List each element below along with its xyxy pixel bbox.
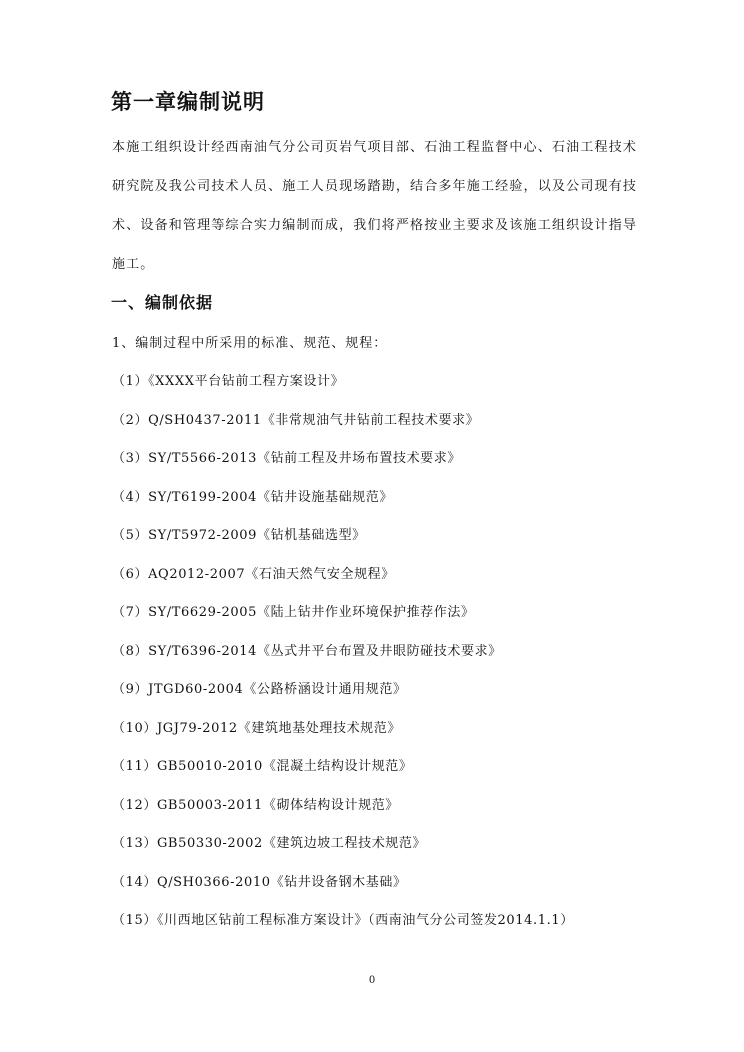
chapter-title: 第一章编制说明 xyxy=(111,89,265,114)
reference-item: （9）JTGD60-2004《公路桥涵设计通用规范》 xyxy=(112,682,407,697)
reference-item: （6）AQ2012-2007《石油天然气安全规程》 xyxy=(112,566,395,582)
reference-item: （7）SY/T6629-2005《陆上钻井作业环境保护推荐作法》 xyxy=(112,605,475,620)
intro-paragraph: 本施工组织设计经西南油气分公司页岩气项目部、石油工程监督中心、石油工程技术研究院及我公司技术人员、施工人员现场踏勘，结合多年施工经验，以及公司现有技术、设备和管理等综合实力编制而成，我们将严格按业主要求及该施工组织设计指导施工。 xyxy=(112,140,637,272)
reference-item: （3）SY/T5566-2013《钻前工程及井场布置技术要求》 xyxy=(112,451,461,466)
list-intro: 1、编制过程中所采用的标准、规范、规程： xyxy=(112,336,388,351)
reference-item: （15）《川西地区钻前工程标准方案设计》（西南油气分公司签发2014.1.1） xyxy=(112,913,574,928)
page-number: 0 xyxy=(368,975,376,986)
reference-item: （5）SY/T5972-2009《钻机基础选型》 xyxy=(112,528,366,543)
reference-item: （8）SY/T6396-2014《丛式井平台布置及井眼防碰技术要求》 xyxy=(112,643,502,659)
reference-item: （12）GB50003-2011《砌体结构设计规范》 xyxy=(112,797,399,813)
reference-list xyxy=(112,369,574,947)
reference-item: （10）JGJ79-2012《建筑地基处理技术规范》 xyxy=(112,720,401,736)
reference-item: （14）Q/SH0366-2010《钻井设备钢木基础》 xyxy=(112,874,407,890)
reference-item: （1）《XXXX平台钻前工程方案设计》 xyxy=(112,374,345,389)
reference-item: （4）SY/T6199-2004《钻井设施基础规范》 xyxy=(112,489,393,505)
reference-item: （13）GB50330-2002《建筑边坡工程技术规范》 xyxy=(112,836,427,851)
section-title: 一、编制依据 xyxy=(111,293,214,312)
reference-item: （2）Q/SH0437-2011《非常规油气井钻前工程技术要求》 xyxy=(112,412,480,428)
reference-item: （11）GB50010-2010《混凝土结构设计规范》 xyxy=(112,759,413,774)
